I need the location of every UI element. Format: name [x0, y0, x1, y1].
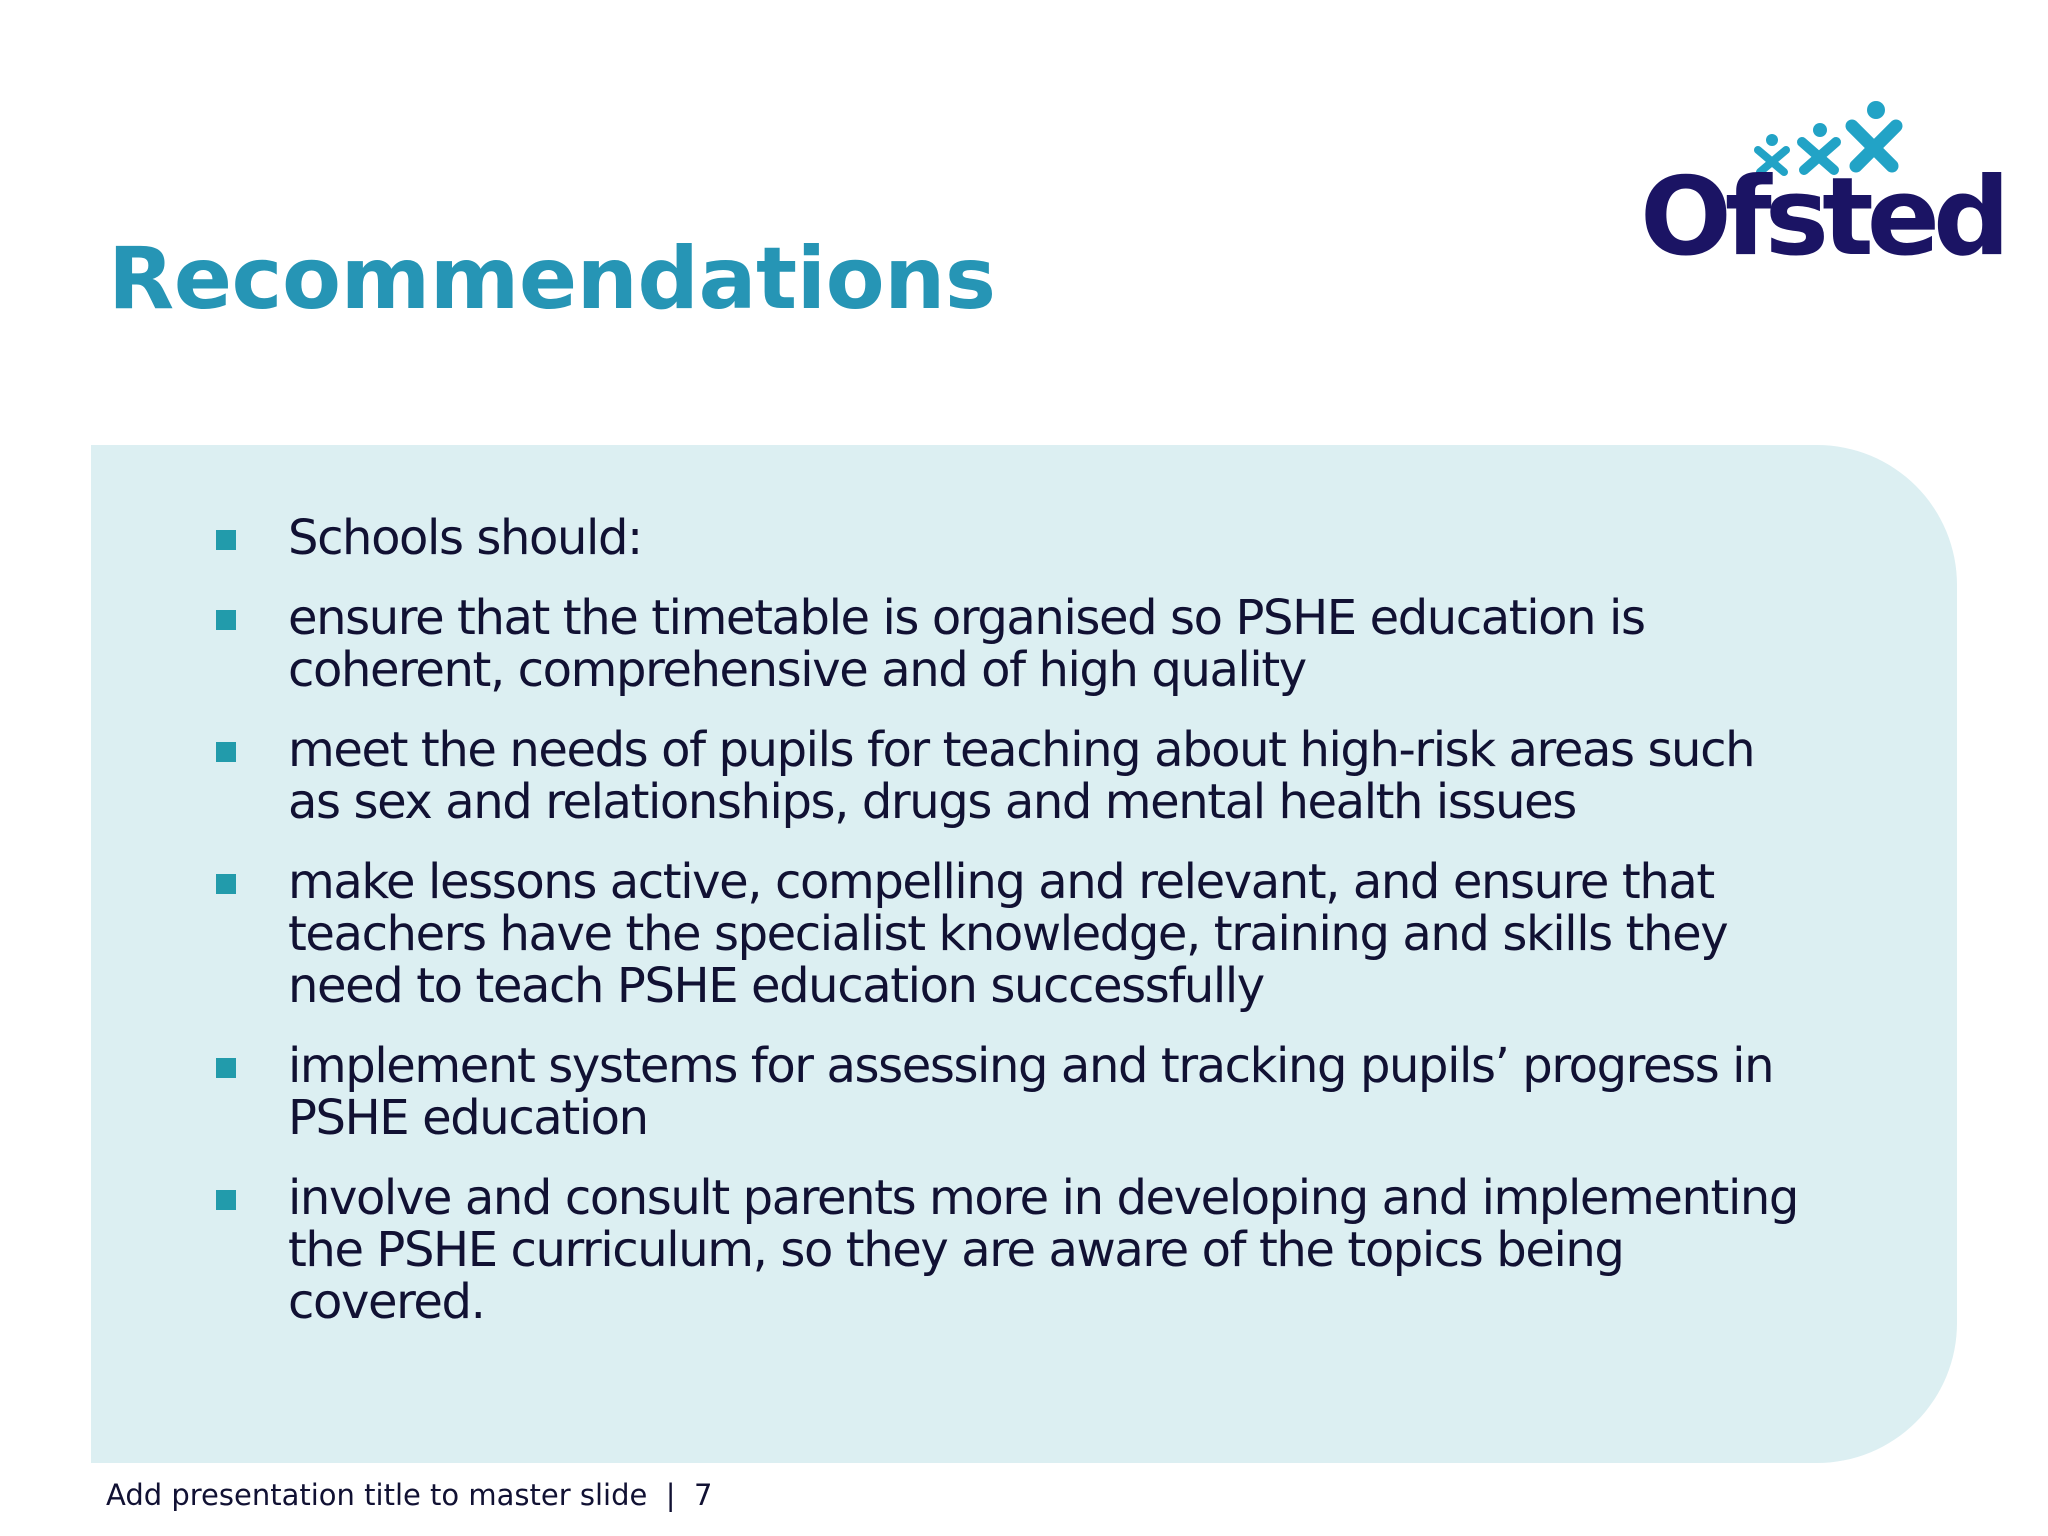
list-item-text: implement systems for assessing and tracking pupils’ progress in PSHE education	[288, 1038, 1774, 1146]
slide-title: Recommendations	[108, 229, 996, 329]
square-bullet-icon	[216, 610, 236, 630]
list-item-text: Schools should:	[288, 510, 642, 566]
list-item	[214, 512, 1814, 564]
square-bullet-icon	[216, 1058, 236, 1078]
list-item	[214, 592, 1814, 696]
square-bullet-icon	[216, 1190, 236, 1210]
list-item	[214, 856, 1814, 1012]
footer-separator: |	[665, 1478, 676, 1512]
list-item	[214, 1040, 1814, 1144]
square-bullet-icon	[216, 742, 236, 762]
footer-title: Add presentation title to master slide	[106, 1478, 648, 1512]
slide-footer	[106, 1478, 712, 1513]
square-bullet-icon	[216, 874, 236, 894]
page-number: 7	[694, 1478, 713, 1512]
list-item	[214, 1172, 1814, 1328]
ofsted-logo	[1640, 96, 2004, 280]
logo-wordmark: Ofsted	[1640, 155, 2004, 280]
list-item-text: ensure that the timetable is organised so PSHE education is coherent, comprehensive and of high quality	[288, 590, 1645, 698]
list-item	[214, 724, 1814, 828]
list-item-text: make lessons active, compelling and relevant, and ensure that teachers have the specialist knowledge, training and skills they need to teach PSHE education successfully	[288, 854, 1728, 1014]
list-item-text: involve and consult parents more in developing and implementing the PSHE curriculum, so they are aware of the topics being covered.	[288, 1170, 1799, 1330]
square-bullet-icon	[216, 530, 236, 550]
list-item-text: meet the needs of pupils for teaching about high-risk areas such as sex and relationships, drugs and mental health issues	[288, 722, 1755, 830]
recommendation-list	[214, 512, 1814, 1356]
